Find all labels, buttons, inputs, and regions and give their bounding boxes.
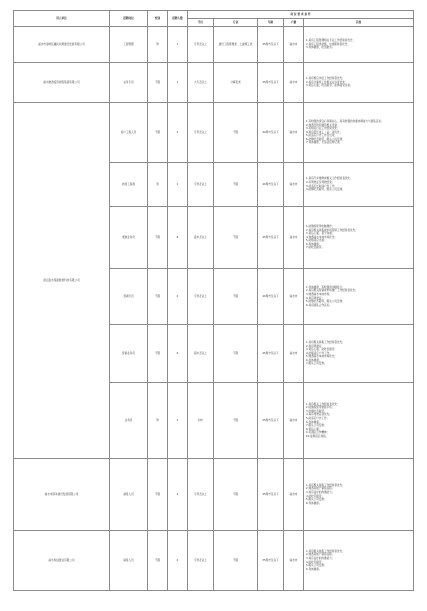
- gender: 不限: [148, 531, 168, 591]
- education: 初中: [188, 383, 214, 459]
- hukou: 丽水市: [284, 63, 304, 103]
- education: 高中及以上: [188, 325, 214, 383]
- table-row: [14, 103, 414, 163]
- position: 客户工程人员: [110, 103, 148, 163]
- age: 40周岁及以下: [258, 163, 284, 207]
- count: 6: [168, 325, 188, 383]
- hukou: 丽水市: [284, 383, 304, 459]
- hukou: 丽水市: [284, 269, 304, 325]
- header-position: 招聘岗位: [110, 11, 148, 27]
- count: 1: [168, 63, 188, 103]
- major: 不限: [214, 459, 258, 531]
- header-gender: 性别: [148, 11, 168, 27]
- hukou: 丽水市: [284, 531, 304, 591]
- gender: 男: [148, 27, 168, 63]
- position: 渠道业务员: [110, 207, 148, 269]
- age: 35周岁及以下: [258, 27, 284, 63]
- gender: 不限: [148, 207, 168, 269]
- other-requirements: 1.具有汽车维修或相关工作经验者优先； 2.有驾驶证及驾驶经验； 3.能适应长时间户外工作； 4.能够吃苦耐劳，服从公司安排。: [304, 163, 414, 207]
- age: 35周岁及以下: [258, 531, 284, 591]
- major: 不限: [214, 269, 258, 325]
- other-requirements: 1.能熟练使用电脑操作； 2.具有相关销售或市场营销工作经验者优先； 3.责任心强，善于沟通； 4.熟悉丽水本地市场优先； 5.能够适应出差； 6.身体健康； 7.能吃苦耐劳。: [304, 207, 414, 269]
- other-requirements: 1.具有相关销售工作经验者优先； 2.具有驾驶证； 3.责任心强，能吃苦耐劳； 4.能够适应户外工作； 5.熟悉丽水本地市场优先； 6.身体健康； 7.服从公司安排。: [304, 325, 414, 383]
- position: 业务专员: [110, 63, 148, 103]
- hukou: 丽水市: [284, 163, 304, 207]
- major: 不限: [214, 325, 258, 383]
- major: 不限: [214, 103, 258, 163]
- hukou: 丽水市: [284, 207, 304, 269]
- header-count: 招聘人数: [168, 11, 188, 27]
- education: 大专及以上: [188, 63, 214, 103]
- unit-name: 丽水市南城区鑫民共源建设发展有限公司: [14, 27, 110, 63]
- table-row: [14, 459, 414, 531]
- count: 2: [168, 269, 188, 325]
- hukou: 丽水市: [284, 27, 304, 63]
- header-major: 专业: [214, 19, 258, 27]
- position: 营销业务员: [110, 325, 148, 383]
- unit-name: 丽水旅游投资控股集团有限公司: [14, 63, 110, 103]
- age: 45周岁及以下: [258, 207, 284, 269]
- position: 销售人员: [110, 531, 148, 591]
- header-education: 学历: [188, 19, 214, 27]
- count: 4: [168, 103, 188, 163]
- gender: 不限: [148, 103, 168, 163]
- table-row: [14, 531, 414, 591]
- count: 1: [168, 27, 188, 63]
- header-unit: 用人单位: [14, 11, 110, 27]
- count: 1: [168, 163, 188, 207]
- table-row: [14, 63, 414, 103]
- count: 2: [168, 531, 188, 591]
- header-other: 其他: [304, 19, 414, 27]
- age: 40周岁及以下: [258, 103, 284, 163]
- position: 工程管理: [110, 27, 148, 63]
- header-conditions: 岗 位 要 求 条 件: [188, 11, 414, 19]
- other-requirements: 1.身体健康，有较强的沟通能力； 2.具有相关营销或市场推广工作经验者优先； 3.熟悉丽水本地市场； 4.具有驾驶证； 5.能够吃苦耐劳，服从公司安排； 6.具有团队合作意识。: [304, 269, 414, 325]
- other-requirements: 1.具有相关销售工作经验者优先； 2.熟悉房地产销售流程； 3.具有良好的沟通能力； 4.能吃苦耐劳； 5.服从公司安排； 6.身体健康。: [304, 459, 414, 531]
- position: 业务员: [110, 383, 148, 459]
- gender: 男: [148, 383, 168, 459]
- other-requirements: 1.有较强的责任心和事业心，具有较强的沟通协调能力与团队意识； 2.熟悉安防和通讯相关设备； 3.有相关行业工作经验优先； 4.具有低压电工（证）者优先； 5.能适应户外工作及出差； 6.能够吃苦耐劳，服从公司安排； 7.身体健康，无违法犯罪记录。: [304, 103, 414, 163]
- count: 3: [168, 383, 188, 459]
- count: 8: [168, 207, 188, 269]
- education: 专科及以上: [188, 531, 214, 591]
- other-requirements: 1.具有工程管理相关专业工作经验者优先； 2.具有工程类初级、中级职称者优先； 3.身体健康，吃苦耐劳。: [304, 27, 414, 63]
- gender: 不限: [148, 63, 168, 103]
- position: 销售人员: [110, 459, 148, 531]
- gender: 不限: [148, 269, 168, 325]
- gender: 不限: [148, 325, 168, 383]
- education: 专科及以上: [188, 27, 214, 63]
- major: 建设工程管理类、土建施工类: [214, 27, 258, 63]
- other-requirements: 1.具有相关工作经验者优先； 2.能熟练使用智能手机； 3.能够吃苦耐劳； 4.具有驾驶证者优先； 5.能适应户外工作； 6.身体健康； 7.服从公司安排； 8.责任心强； 9.有团队合作精神； 10.能够适应加班。: [304, 383, 414, 459]
- age: 40周岁及以下: [258, 269, 284, 325]
- education: 专科及以上: [188, 163, 214, 207]
- unit-name: 浙江瓯水集团数智科技有限公司: [14, 103, 110, 459]
- position: 技师工程师: [110, 163, 148, 207]
- age: 35周岁及以下: [258, 459, 284, 531]
- age: 45周岁及以下: [258, 325, 284, 383]
- hukou: 丽水市: [284, 325, 304, 383]
- major: 不限: [214, 383, 258, 459]
- education: 专科及以上: [188, 103, 214, 163]
- hukou: 丽水市: [284, 459, 304, 531]
- major: 不限: [214, 207, 258, 269]
- hukou: 丽水市: [284, 103, 304, 163]
- education: 高中及以上: [188, 207, 214, 269]
- education: 专科及以上: [188, 269, 214, 325]
- header-age: 年龄: [258, 19, 284, 27]
- major: 不限: [214, 163, 258, 207]
- other-requirements: 1.具有相应岗位工作经验者优先； 2.具有计算机工作相关证书者优先； 3.责任心强，吃苦耐劳，能够接受出差。: [304, 63, 414, 103]
- major: 不限: [214, 531, 258, 591]
- count: 2: [168, 459, 188, 531]
- education: 专科及以上: [188, 459, 214, 531]
- recruitment-table: [13, 10, 414, 591]
- gender: 男: [148, 163, 168, 207]
- position: 营销专员: [110, 269, 148, 325]
- unit-name: 丽水市商务建设发展有限公司: [14, 459, 110, 531]
- gender: 不限: [148, 459, 168, 531]
- other-requirements: 1.具有相关销售工作经验者优先； 2.熟悉房地产销售流程； 3.具有良好的沟通能力； 4.能吃苦耐劳； 5.服从公司安排； 6.身体健康。: [304, 531, 414, 591]
- header-hukou: 户籍: [284, 19, 304, 27]
- major: 计算机类: [214, 63, 258, 103]
- unit-name: 丽水恒信置业有限公司: [14, 531, 110, 591]
- age: 55周岁及以下: [258, 383, 284, 459]
- table-row: [14, 27, 414, 63]
- age: 35周岁及以下: [258, 63, 284, 103]
